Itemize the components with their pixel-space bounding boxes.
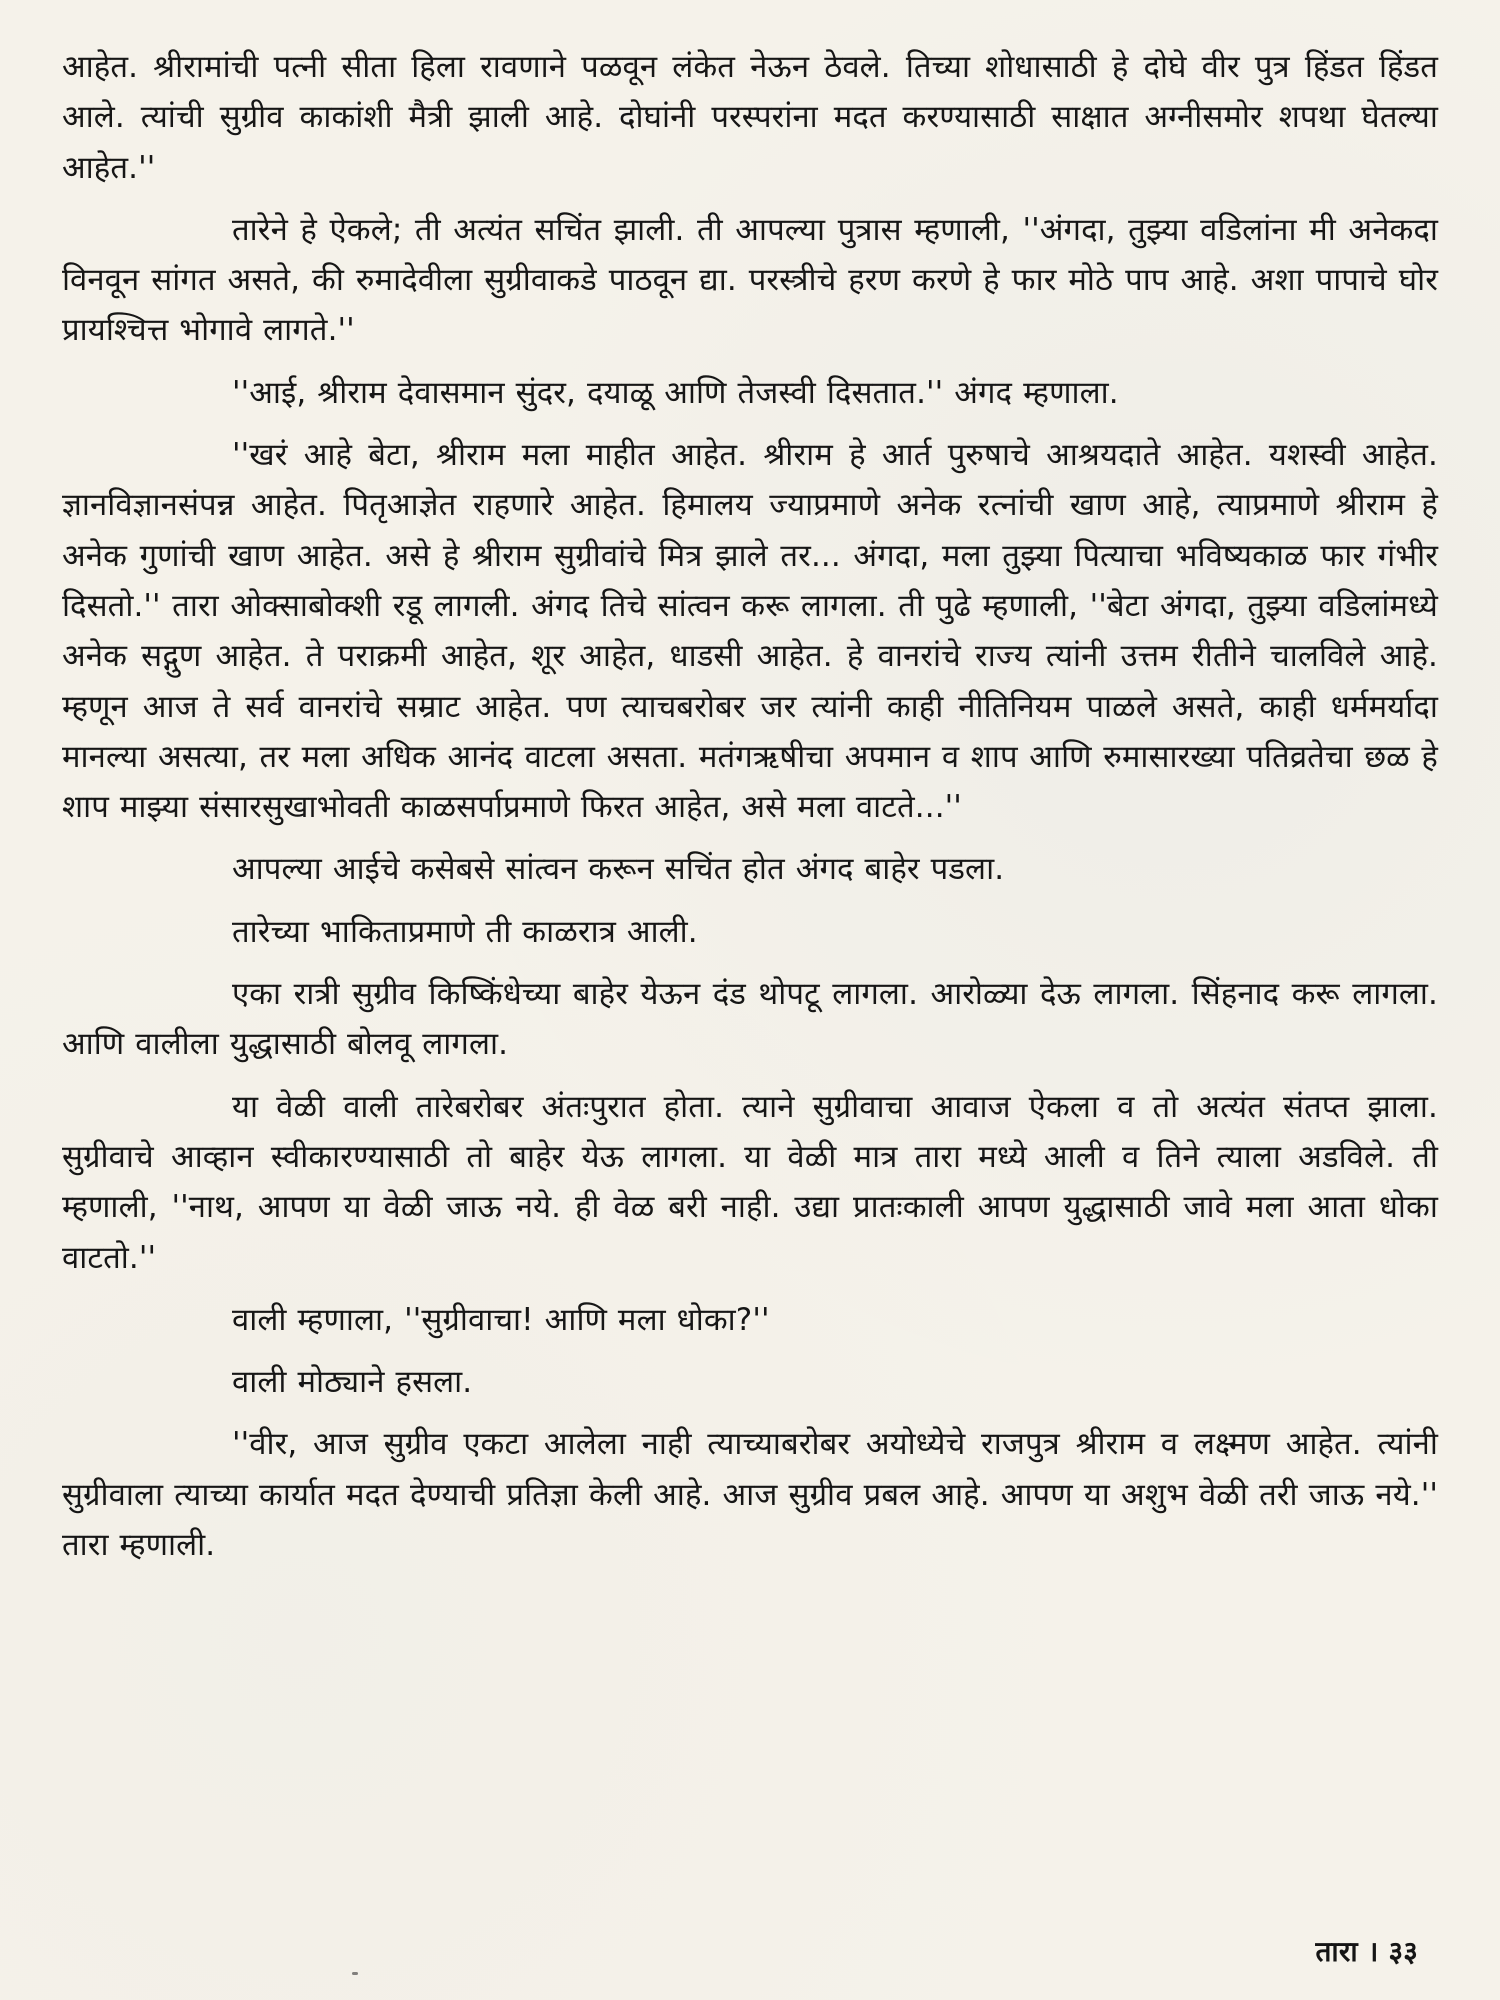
paragraph-4: ''खरं आहे बेटा, श्रीराम मला माहीत आहेत. श्रीराम हे आर्त पुरुषाचे आश्रयदाते आहेत. यशस्वी आहेत. ज्ञानविज्ञानसंपन्न आहेत. पितृआज्ञेत राहणारे आहेत. हिमालय ज्याप्रमाणे अनेक रत्नांची खाण आहे, त्याप्रमाणे श्रीराम हे अनेक गुणांची खाण आहेत. असे हे श्रीराम सुग्रीवांचे मित्र झाले तर... अंगदा, मला तुझ्या पित्याचा भविष्यकाळ फार गंभीर दिसतो.'' तारा ओक्साबोक्शी रडू लागली. अंगद तिचे सांत्वन करू लागला. ती पुढे म्हणाली, ''बेटा अंगदा, तुझ्या वडिलांमध्ये अनेक सद्गुण आहेत. ते पराक्रमी आहेत, शूर आहेत, धाडसी आहेत. हे वानरांचे राज्य त्यांनी उत्तम रीतीने चालविले आहे. म्हणून आज ते सर्व वानरांचे सम्राट आहेत. पण त्याचबरोबर जर त्यांनी काही नीतिनियम पाळले असते, काही धर्ममर्यादा मानल्या असत्या, तर मला अधिक आनंद वाटला असता. मतंगऋषीचा अपमान व शाप आणि रुमासारख्या पतिव्रतेचा छळ हे शाप माझ्या संसारसुखाभोवती काळसर्पाप्रमाणे फिरत आहेत, असे मला वाटते...'' bbox=[62, 437, 1438, 826]
paragraph-3: ''आई, श्रीराम देवासमान सुंदर, दयाळू आणि तेजस्वी दिसतात.'' अंगद म्हणाला. bbox=[232, 374, 1119, 411]
paragraph-10: वाली मोठ्याने हसला. bbox=[232, 1364, 473, 1401]
paragraph-7: एका रात्री सुग्रीव किष्किंधेच्या बाहेर येऊन दंड थोपटू लागला. आरोळ्या देऊ लागला. सिंहनाद करू लागला. आणि वालीला युद्धासाठी बोलवू लागला. bbox=[62, 976, 1438, 1063]
paper-speck bbox=[352, 1972, 358, 1975]
paragraph-1: आहेत. श्रीरामांची पत्नी सीता हिला रावणाने पळवून लंकेत नेऊन ठेवले. तिच्या शोधासाठी हे दोघे वीर पुत्र हिंडत हिंडत आले. त्यांची सुग्रीव काकांशी मैत्री झाली आहे. दोघांनी परस्परांना मदत करण्यासाठी साक्षात अग्नीसमोर शपथा घेतल्या आहेत.'' bbox=[62, 49, 1438, 186]
page-footer: तारा । ३३ bbox=[1315, 1935, 1418, 1968]
paragraph-8: या वेळी वाली तारेबरोबर अंतःपुरात होता. त्याने सुग्रीवाचा आवाज ऐकला व तो अत्यंत संतप्त झाला. सुग्रीवाचे आव्हान स्वीकारण्यासाठी तो बाहेर येऊ लागला. या वेळी मात्र तारा मध्ये आली व तिने त्याला अडविले. ती म्हणाली, ''नाथ, आपण या वेळी जाऊ नये. ही वेळ बरी नाही. उद्या प्रातःकाली आपण युद्धासाठी जावे मला आता धोका वाटतो.'' bbox=[62, 1088, 1438, 1276]
paragraph-11: ''वीर, आज सुग्रीव एकटा आलेला नाही त्याच्याबरोबर अयोध्येचे राजपुत्र श्रीराम व लक्ष्मण आहेत. त्यांनी सुग्रीवाला त्याच्या कार्यात मदत देण्याची प्रतिज्ञा केली आहे. आज सुग्रीव प्रबल आहे. आपण या अशुभ वेळी तरी जाऊ नये.'' तारा म्हणाली. bbox=[62, 1426, 1438, 1564]
paragraph-9: वाली म्हणाला, ''सुग्रीवाचा! आणि मला धोका?'' bbox=[232, 1301, 770, 1338]
paragraph-6: तारेच्या भाकिताप्रमाणे ती काळरात्र आली. bbox=[232, 913, 698, 950]
body-text bbox=[62, 42, 1438, 1570]
paragraph-2: तारेने हे ऐकले; ती अत्यंत सचिंत झाली. ती आपल्या पुत्रास म्हणाली, ''अंगदा, तुझ्या वडिलांना मी अनेकदा विनवून सांगत असते, की रुमादेवीला सुग्रीवाकडे पाठवून द्या. परस्त्रीचे हरण करणे हे फार मोठे पाप आहे. अशा पापाचे घोर प्रायश्चित्त भोगावे लागते.'' bbox=[62, 211, 1438, 349]
paragraph-5: आपल्या आईचे कसेबसे सांत्वन करून सचिंत होत अंगद बाहेर पडला. bbox=[232, 851, 1005, 888]
